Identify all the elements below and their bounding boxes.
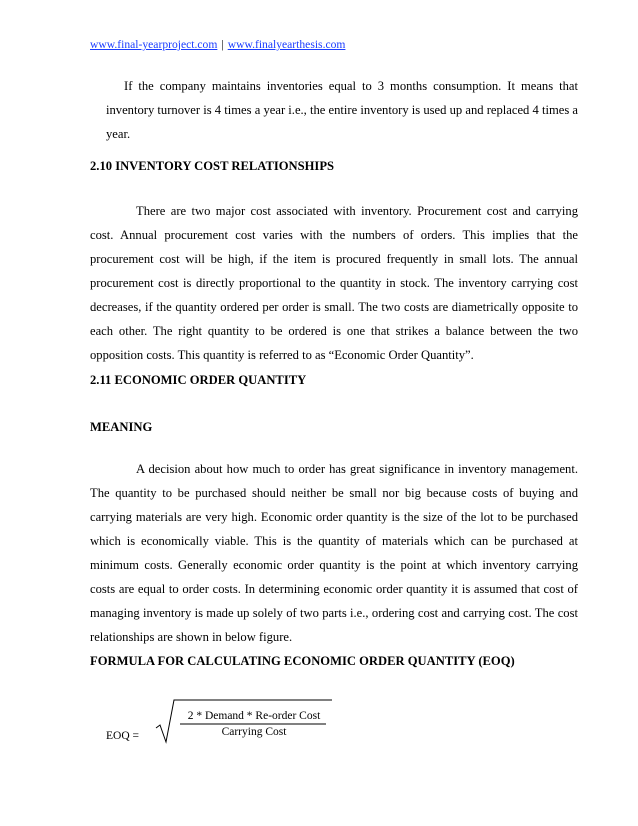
section-heading-economic-order-quantity: 2.11 ECONOMIC ORDER QUANTITY	[90, 373, 307, 387]
formula-denominator: Carrying Cost	[221, 726, 287, 738]
section-heading-eoq-formula: FORMULA FOR CALCULATING ECONOMIC ORDER QUANTITY (EOQ)	[90, 654, 515, 668]
formula-lhs: EOQ =	[106, 730, 139, 742]
subheading-meaning: MEANING	[90, 420, 153, 434]
header-link-finalyearthesis[interactable]: www.finalyearthesis.com	[227, 38, 346, 51]
header-link-final-yearproject[interactable]: www.final-yearproject.com	[90, 38, 218, 51]
formula-numerator: 2 * Demand * Re-order Cost	[187, 710, 321, 722]
header-separator: |	[221, 38, 224, 51]
radical-sign	[104, 698, 344, 746]
eoq-meaning-paragraph: A decision about how much to order has great significance in inventory management. The quantity to be purchased should neither be small nor big because costs of buying and carrying materials are very high. Economic order quantity is the size of the lot to be purchased which is economically viable. This is the quantity of materials which can be purchased at minimum costs. Generally economic order quantity is the point at which inventory carrying costs are equal to order costs. In determining economic order quantity it is assumed that cost of managing inventory is made up solely of two parts i.e., ordering cost and carrying cost. The cost relationships are shown in below figure.	[90, 462, 578, 644]
section-heading-inventory-cost-relationships: 2.10 INVENTORY COST RELATIONSHIPS	[90, 159, 335, 173]
inventory-cost-paragraph: There are two major cost associated with inventory. Procurement cost and carrying cost. Annual procurement cost varies with the numbers of orders. This implies that the procurement cost will be high, if the item is procured frequently in small lots. The annual procurement cost is directly proportional to the quantity in stock. The inventory carrying cost decreases, if the quantity ordered per order is small. The two costs are diametrically opposite to each other. The right quantity to be ordered is one that strikes a balance between the two opposition costs. This quantity is referred to as “Economic Order Quantity”.	[90, 204, 578, 362]
eoq-formula	[104, 698, 344, 746]
page-header	[90, 38, 345, 51]
intro-paragraph: If the company maintains inventories equal to 3 months consumption. It means that inventory turnover is 4 times a year i.e., the entire inventory is used up and replaced 4 times a year.	[106, 79, 578, 141]
